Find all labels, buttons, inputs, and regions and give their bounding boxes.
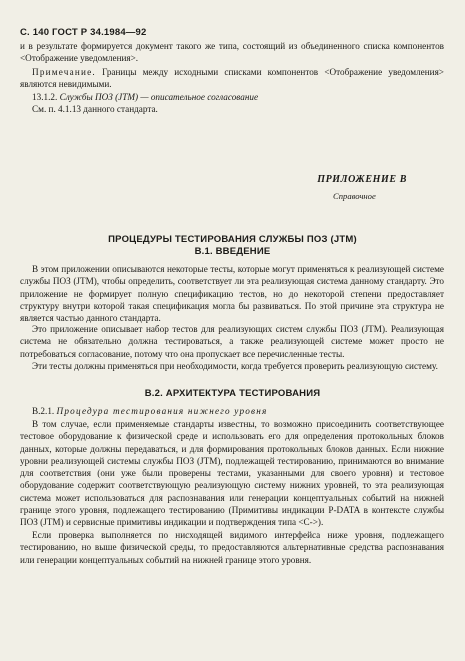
clause-heading [32,91,444,103]
subsection-heading [32,405,444,417]
section-subtitle: В.1. ВВЕДЕНИЕ [194,246,271,257]
clause-title: Службы ПОЗ (JTM) — описательное согласование [59,92,259,102]
section-title: ПРОЦЕДУРЫ ТЕСТИРОВАНИЯ СЛУЖБЫ ПОЗ (JTM) [108,234,357,245]
note-label: Примечание. [32,67,96,77]
intro-paragraph-2: Это приложение описывает набор тестов для реализующих систем службы ПОЗ (JTM). Реализующая система не обязательно должна тестироваться, а также реализующей системе может просто не потребоваться согласование, потому что она пропускает все перечисленные тесты. [20,324,444,359]
architecture-paragraph-2: Если проверка выполняется по нисходящей видимого интерфейса ниже уровня, подлежащего тестированию, но выше физической среды, то предоставляются альтернативные средства распознавания или генерации концептуальных событий на нижней границе этого уровня. [20,530,444,565]
note-text: Границы между исходными списками компонентов <Отображение уведомления> являются невидимыми. [20,67,444,90]
section-b2-title: В.2. АРХИТЕКТУРА ТЕСТИРОВАНИЯ [144,388,321,399]
clause-number: 13.1.2. [32,92,60,102]
appendix-title: ПРИЛОЖЕНИЕ В [317,174,407,185]
appendix-subtitle: Справочное [333,191,376,201]
note-paragraph [20,66,444,91]
architecture-paragraph-1: В том случае, если применяемые стандарты известны, то возможно присоединить соответствующее тестовое оборудование к физической среде и использовать его для определения протокольных блоков данных, которые должны передаваться, и для формирования протокольных блоков данных. Если нижние уровни реализующей системы службы ПОЗ (JTM), подлежащей тестированию, принимаются во внимание для соответствия (они уже были проверены тестами, указанными для своего уровня) и тестовое оборудование содержит соответствующую реализующую систему нижних уровней, то эта реализующая система может использоваться для распознавания или генерации концептуальных событий на нижней границе этого уровня, подлежащего тестированию (Примитивы индикации P-DATA в контексте службы ПОЗ (JTM) и сервисные примитивы индикации и подтверждения типа <С->). [20,419,444,528]
clause-reference: См. п. 4.1.13 данного стандарта. [32,104,158,114]
subsection-title: Процедура тестирования нижнего уровня [56,406,268,416]
intro-paragraph-3: Эти тесты должны применяться при необходимости, когда требуется проверить реализующую систему. [32,361,438,371]
intro-paragraph-1: В этом приложении описываются некоторые тесты, которые могут применяться к реализующей системе службы ПОЗ (JTM), чтобы определить, соответствует ли эта реализующая система данному стандарту. Это приложение не формирует полную спецификацию тестов, но до некоторой степени предоставляет структуру внутри которой такая спецификация могла бы развиваться. По этой причине эта структура не является частью данного стандарта. [20,264,444,324]
continued-paragraph: и в результате формируется документ такого же типа, состоящий из объединенного списка компонентов <Отображение уведомления>. [20,41,444,64]
page-header: С. 140 ГОСТ Р 34.1984—92 [20,27,147,38]
subsection-number: В.2.1. [32,406,57,416]
